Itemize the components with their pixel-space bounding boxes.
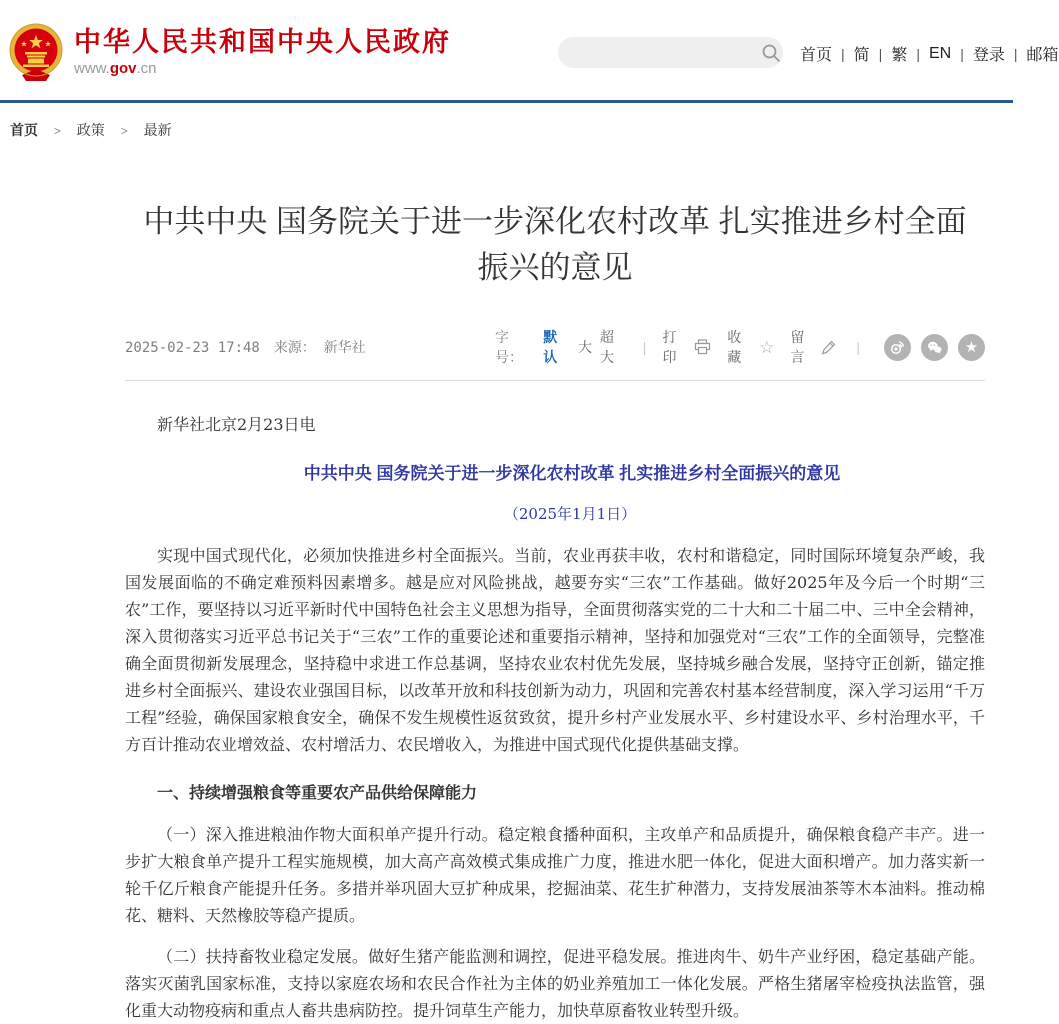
fontsize-xlarge-button[interactable]: 超大: [600, 329, 614, 365]
meta-divider: |: [642, 339, 647, 355]
article-meta-row: [125, 327, 985, 381]
search-box: [558, 37, 783, 68]
breadcrumb-separator: >: [120, 124, 128, 138]
dateline: 新华社北京2月23日电: [157, 415, 316, 434]
nav-traditional[interactable]: 繁: [891, 47, 908, 64]
nav-english[interactable]: EN: [928, 44, 952, 62]
site-title-block: [74, 27, 451, 77]
section-1-heading: 一、持续增强粮食等重要农产品供给保障能力: [157, 785, 478, 802]
paragraph-2: （二）扶持畜牧业稳定发展。做好生猪产能监测和调控，促进平稳发展。推进肉牛、奶牛产业纾困，稳定基础产能。落实灭菌乳国家标准，支持以家庭农场和农民合作社为主体的奶业养殖加工一体化发展。严格生猪屠宰检疫执法监管，强化重大动物疫病和重点人畜共患病防控。提升饲草生产能力，加快草原畜牧业转型升级。: [125, 947, 985, 1020]
nav-divider: |: [960, 45, 964, 62]
site-url: [74, 60, 451, 77]
print-label: 打印: [662, 329, 677, 365]
printer-icon: [694, 339, 711, 355]
nav-simplified[interactable]: 简: [853, 47, 870, 64]
publish-datetime: 2025-02-23 17:48: [125, 340, 260, 356]
intro-paragraph: 实现中国式现代化，必须加快推进乡村全面振兴。当前，农业再获丰收，农村和谐稳定，同时国际环境复杂严峻，我国发展面临的不确定难预料因素增多。越是应对风险挑战，越要夯实“三农”工作基础。做好2025年及今后一个时期“三农”工作，要坚持以习近平新时代中国特色社会主义思想为指导，全面贯彻落实党的二十大和二十届二中、三中全会精神，深入贯彻落实习近平总书记关于“三农”工作的重要论述和重要指示精神，坚持和加强党对“三农”工作的全面领导，完整准确全面贯彻新发展理念，坚持稳中求进工作总基调，坚持农业农村优先发展，坚持城乡融合发展，坚持守正创新，锚定推进乡村全面振兴、建设农业强国目标，以改革开放和科技创新为动力，巩固和完善农村基本经营制度，深入学习运用“千万工程”经验，确保国家粮食安全，确保不发生规模性返贫致贫，提升乡村产业发展水平、乡村建设水平、乡村治理水平，千方百计推动农业增效益、农村增活力、农民增收入，为推进中国式现代化提供基础支撑。: [125, 546, 985, 754]
fontsize-label: 字号：: [495, 329, 523, 365]
print-button[interactable]: [662, 327, 711, 367]
article-body: [125, 411, 985, 1024]
nav-home[interactable]: 首页: [800, 47, 833, 64]
site-logo[interactable]: [8, 23, 451, 81]
nav-divider: |: [1013, 45, 1018, 62]
breadcrumb: [0, 103, 1013, 155]
comment-label: 留言: [790, 329, 805, 365]
qzone-share-icon[interactable]: [958, 334, 985, 361]
fontsize-large-button[interactable]: 大: [578, 339, 592, 355]
document-date: （2025年1月1日）: [503, 505, 637, 523]
site-url-gov: gov: [109, 60, 137, 77]
paragraph-1: （一）深入推进粮油作物大面积单产提升行动。稳定粮食播种面积，主攻单产和品质提升，确保粮食稳产丰产。进一步扩大粮食单产提升工程实施规模，加大高产高效模式集成推广力度，推进水肥一体化，促进大面积增产。加力落实新一轮千亿斤粮食产能提升任务。多措并举巩固大豆扩种成果，挖掘油菜、花生扩种潜力，支持发展油茶等木本油料。推动棉花、糖料、天然橡胶等稳产提质。: [125, 825, 985, 925]
star-icon: ☆: [759, 337, 775, 357]
site-url-cn: .cn: [136, 60, 157, 77]
breadcrumb-policy[interactable]: 政策: [76, 122, 105, 138]
share-group: [874, 334, 985, 361]
top-nav: [800, 42, 1059, 65]
nav-divider: |: [916, 45, 920, 62]
breadcrumb-latest[interactable]: 最新: [143, 122, 172, 138]
favorite-button[interactable]: [727, 327, 774, 367]
site-header: [0, 0, 1059, 103]
nav-login[interactable]: 登录: [972, 47, 1005, 64]
source-label: 来源：: [273, 339, 316, 355]
pencil-icon: [822, 340, 836, 355]
nav-mail[interactable]: 邮箱: [1026, 47, 1059, 64]
favorite-label: 收藏: [727, 329, 742, 365]
document-title: 中共中央 国务院关于进一步深化农村改革 扎实推进乡村全面振兴的意见: [303, 464, 841, 483]
fontsize-default-button[interactable]: 默认: [543, 329, 558, 365]
meta-divider: |: [856, 339, 860, 355]
article-container: [125, 199, 985, 1024]
nav-divider: |: [841, 45, 845, 62]
source-value[interactable]: 新华社: [323, 339, 366, 355]
qzone-star-glyph: ★: [964, 338, 979, 356]
page-title: 中共中央 国务院关于进一步深化农村改革 扎实推进乡村全面振兴的意见: [143, 204, 967, 285]
site-url-www: www.: [74, 60, 110, 77]
comment-button[interactable]: [790, 327, 836, 367]
nav-divider: |: [878, 45, 883, 62]
wechat-share-icon[interactable]: [921, 334, 948, 361]
weibo-share-icon[interactable]: [884, 334, 911, 361]
article-meta-left: [125, 337, 495, 357]
breadcrumb-separator: >: [53, 124, 61, 138]
breadcrumb-home[interactable]: 首页: [10, 122, 38, 138]
article-meta-right: [495, 327, 985, 367]
search-icon[interactable]: [761, 43, 781, 63]
search-input[interactable]: [558, 37, 761, 68]
site-title: 中华人民共和国中央人民政府: [74, 27, 451, 57]
national-emblem-icon: [8, 23, 64, 81]
